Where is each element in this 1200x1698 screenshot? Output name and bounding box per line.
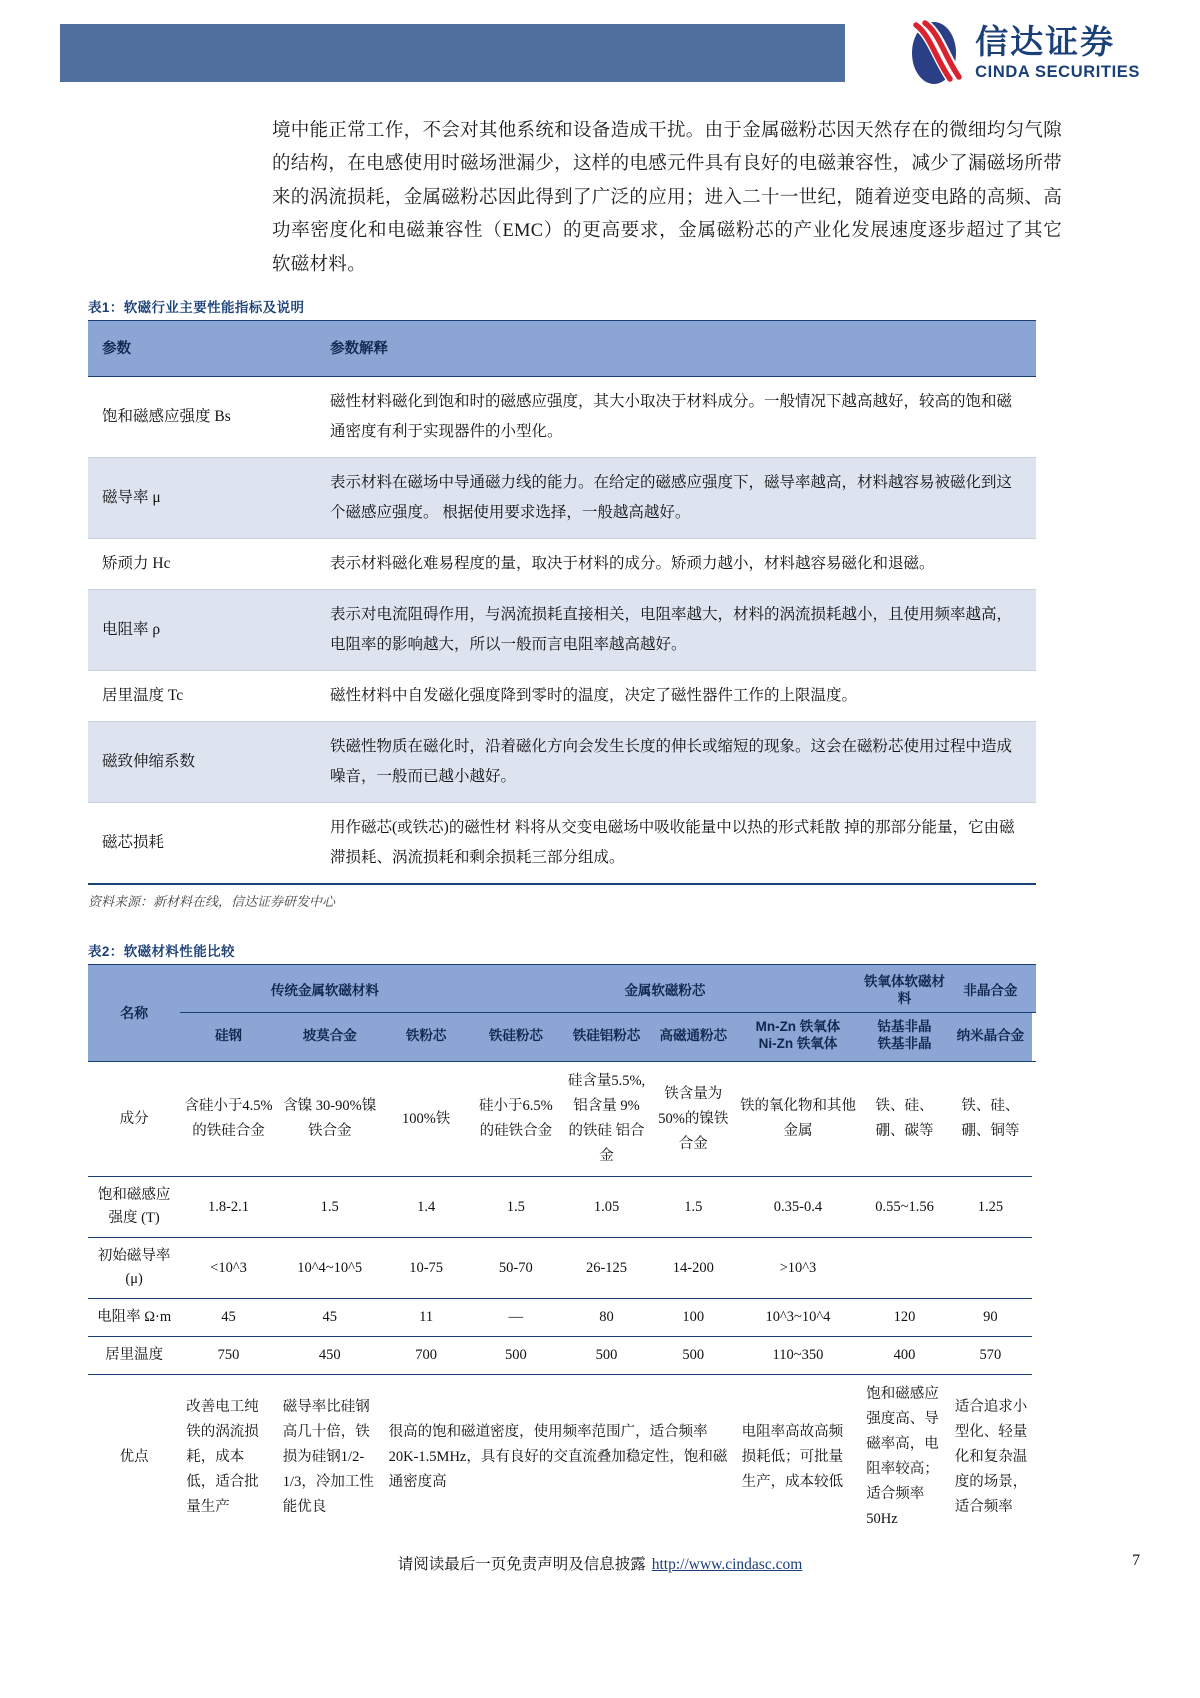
table-row: [88, 1238, 1036, 1299]
table-cell: 0.55~1.56: [860, 1177, 949, 1238]
table-2-row-label: 初始磁导率(μ): [88, 1238, 180, 1299]
table-row: [88, 671, 1036, 722]
parameter-name: 矫顽力 Hc: [88, 539, 316, 590]
table-cell: 500: [562, 1337, 651, 1375]
table-row: [88, 1337, 1036, 1375]
table-cell: 硅小于6.5% 的硅铁合金: [470, 1062, 562, 1177]
table-cell: 磁导率比硅钢高几十倍，铁损为硅钢1/2-1/3，冷加工性能优良: [282, 1398, 374, 1515]
table-cell: 120: [860, 1299, 949, 1337]
table-1: [88, 320, 1036, 884]
brand-name-cn: 信达证券: [975, 23, 1116, 61]
table-cell: 1.5: [470, 1177, 562, 1238]
table-cell: 14-200: [651, 1238, 736, 1299]
table-cell: 26-125: [562, 1238, 651, 1299]
cinda-logo-icon: [903, 20, 965, 86]
table-cell: 45: [277, 1299, 383, 1337]
table-2-sub-header: 钴基非晶 铁基非晶: [860, 1013, 949, 1062]
table-row: [88, 1299, 1036, 1337]
brand-logo: [903, 20, 1140, 86]
parameter-name: 磁芯损耗: [102, 834, 165, 851]
table-2-row-label: 饱和磁感应强度 (T): [88, 1177, 180, 1238]
table-cell: 含镍 30-90%镍铁合金: [277, 1062, 383, 1177]
table-2-group-header: [1032, 965, 1036, 1013]
parameter-name: 饱和磁感应强度 Bs: [88, 377, 316, 458]
table-cell: 1.05: [562, 1177, 651, 1238]
cinda-logo-svg: [903, 20, 965, 86]
table-row: [88, 1177, 1036, 1238]
table-2-row-label: 居里温度: [88, 1337, 180, 1375]
table-cell: 50-70: [470, 1238, 562, 1299]
table-2-sub-header: 纳米晶合金: [949, 1013, 1032, 1062]
table-2: [88, 964, 1036, 1539]
brand-text: [975, 25, 1140, 81]
parameter-name: 磁导率 μ: [88, 458, 316, 539]
table-cell: 含硅小于4.5%的铁硅合金: [180, 1062, 277, 1177]
parameter-description: 表示材料磁化难易程度的量，取决于材料的成分。矫顽力越小，材料越容易磁化和退磁。: [316, 539, 1036, 590]
parameter-name: 电阻率 ρ: [88, 590, 316, 671]
table-2-body: [88, 1062, 1036, 1540]
table-cell: 1.5: [651, 1177, 736, 1238]
page-number: 7: [1132, 1552, 1140, 1569]
table-cell: 400: [860, 1337, 949, 1375]
table-cell: 1.8-2.1: [180, 1177, 277, 1238]
table-cell: 450: [277, 1337, 383, 1375]
table-row: [88, 722, 1036, 803]
table-2-group-header: 金属软磁粉芯: [470, 965, 861, 1013]
table-cell: [949, 1238, 1032, 1299]
table-row: [88, 539, 1036, 590]
page-footer: [0, 1552, 1200, 1574]
table-2-subheader-row: [88, 1013, 1036, 1062]
table-cell: 10^4~10^5: [277, 1238, 383, 1299]
table-cell: [860, 1238, 949, 1299]
table-cell: 700: [383, 1337, 470, 1375]
table-2-group-row: [88, 965, 1036, 1013]
table-cell: 铁含量为 50%的镍铁合金: [651, 1062, 736, 1177]
table-cell: 750: [180, 1337, 277, 1375]
footer-url-link[interactable]: http://www.cindasc.com: [651, 1556, 803, 1573]
table-cell: 90: [949, 1299, 1032, 1337]
table-cell: 45: [180, 1299, 277, 1337]
table-2-group-header: 传统金属软磁材料: [180, 965, 469, 1013]
parameter-description: 铁磁性物质在磁化时，沿着磁化方向会发生长度的伸长或缩短的现象。这会在磁粉芯使用过程中造成噪音，一般而已越小越好。: [316, 722, 1036, 803]
header-blue-bar: [60, 24, 845, 82]
parameter-description: 表示对电流阻碍作用，与涡流损耗直接相关，电阻率越大，材料的涡流损耗越小，且使用频率越高，电阻率的影响越大，所以一般而言电阻率越高越好。: [316, 590, 1036, 671]
table-cell: <10^3: [180, 1238, 277, 1299]
table-1-header-row: [88, 321, 1036, 377]
parameter-description: 用作磁芯(或铁芯)的磁性材 料将从交变电磁场中吸收能量中以热的形式耗散 掉的那部分能量，它由磁滞损耗、涡流损耗和剩余损耗三部分组成。: [330, 819, 1015, 866]
table-cell: 10^3~10^4: [736, 1299, 861, 1337]
table-2-sub-header: 高磁通粉芯: [651, 1013, 736, 1062]
table-cell: 100%铁: [383, 1062, 470, 1177]
table-cell: 1.4: [383, 1177, 470, 1238]
table-cell: 110~350: [736, 1337, 861, 1375]
table-cell: 改善电工纯铁的涡流损耗，成本低，适合批量生产: [186, 1398, 259, 1515]
table-1-col-param: 参数: [88, 321, 316, 377]
table-cell: 铁、硅、硼、碳等: [860, 1062, 949, 1177]
table-cell: 500: [651, 1337, 736, 1375]
table-cell: 80: [562, 1299, 651, 1337]
table-1-head: [88, 321, 1036, 377]
table-row: [88, 377, 1036, 458]
table-2-row-label: 优点: [119, 1448, 149, 1465]
table-cell: 11: [383, 1299, 470, 1337]
parameter-description: 磁性材料磁化到饱和时的磁感应强度，其大小取决于材料成分。一般情况下越高越好，较高的饱和磁通密度有利于实现器件的小型化。: [316, 377, 1036, 458]
table-2-head: [88, 965, 1036, 1062]
table-1-title: 表1：软磁行业主要性能指标及说明: [88, 300, 305, 315]
parameter-name: 磁致伸缩系数: [88, 722, 316, 803]
table-cell: 100: [651, 1299, 736, 1337]
table-2-row-label: 电阻率 Ω·m: [88, 1299, 180, 1337]
table-cell: 500: [470, 1337, 562, 1375]
table-2-col-name: 名称: [88, 965, 180, 1062]
table-row: [88, 590, 1036, 671]
table-2-group-header: 非晶合金: [949, 965, 1032, 1013]
table-1-block: [88, 296, 1036, 910]
table-cell-merged: 很高的饱和磁道密度，使用频率范围广，适合频率 20K-1.5MHz，具有良好的交直流叠加稳定性，饱和磁通密度高: [388, 1423, 728, 1490]
brand-name-en: CINDA SECURITIES: [975, 63, 1140, 82]
table-cell: 电阻率高故高频损耗低；可批量生产，成本较低: [741, 1423, 844, 1490]
table-2-sub-header: 铁硅粉芯: [470, 1013, 562, 1062]
table-cell: 10-75: [383, 1238, 470, 1299]
table-2-sub-header: 硅钢: [180, 1013, 277, 1062]
footer-disclaimer: 请阅读最后一页免责声明及信息披露: [397, 1556, 646, 1573]
parameter-description: 磁性材料中自发磁化强度降到零时的温度，决定了磁性器件工作的上限温度。: [316, 671, 1036, 722]
table-cell: 饱和磁感应强度高、导磁率高，电阻率较高；适合频率 50Hz: [866, 1386, 939, 1527]
intro-paragraph: 境中能正常工作，不会对其他系统和设备造成干扰。由于金属磁粉芯因天然存在的微细均匀气隙的结构，在电感使用时磁场泄漏少，这样的电感元件具有良好的电磁兼容性，减少了漏磁场所带来的涡流损耗，金属磁粉芯因此得到了广泛的应用；进入二十一世纪，随着逆变电路的高频、高功率密度化和电磁兼容性（EMC）的更高要求，金属磁粉芯的产业化发展速度逐步超过了其它软磁材料。: [272, 120, 1062, 275]
table-cell: 铁的氧化物和其他金属: [736, 1062, 861, 1177]
table-1-source: 资料来源：新材料在线，信达证券研发中心: [88, 884, 1036, 910]
table-2-group-header: 铁氧体软磁材料: [860, 965, 949, 1013]
table-cell: >10^3: [736, 1238, 861, 1299]
table-row: [88, 1375, 1036, 1540]
parameter-name: 居里温度 Tc: [88, 671, 316, 722]
table-cell: 570: [949, 1337, 1032, 1375]
table-cell: 1.5: [277, 1177, 383, 1238]
table-2-sub-header: 铁硅铝粉芯: [562, 1013, 651, 1062]
table-1-body: [88, 377, 1036, 884]
table-cell: 硅含量5.5%,铝含量 9%的铁硅 铝合金: [562, 1062, 651, 1177]
table-cell: 铁、硅、硼、铜等: [949, 1062, 1032, 1177]
parameter-description: 表示材料在磁场中导通磁力线的能力。在给定的磁感应强度下，磁导率越高，材料越容易被磁化到这个磁感应强度。 根据使用要求选择，一般越高越好。: [316, 458, 1036, 539]
table-2-sub-header: 铁粉芯: [383, 1013, 470, 1062]
page-header: [60, 24, 1140, 82]
table-cell: 0.35-0.4: [736, 1177, 861, 1238]
table-cell: 适合追求小型化、轻量化和复杂温度的场景，适合频率: [954, 1398, 1028, 1515]
table-cell: 1.25: [949, 1177, 1032, 1238]
table-row: [88, 458, 1036, 539]
table-2-row-label: 成分: [88, 1062, 180, 1177]
table-2-sub-header: 坡莫合金: [277, 1013, 383, 1062]
table-2-sub-header: Mn-Zn 铁氧体 Ni-Zn 铁氧体: [736, 1013, 861, 1062]
table-row: [88, 803, 1036, 884]
table-2-block: [88, 940, 1036, 1539]
table-1-col-desc: 参数解释: [316, 321, 1036, 377]
table-cell: —: [470, 1299, 562, 1337]
table-2-title: 表2：软磁材料性能比较: [88, 944, 235, 959]
table-row: [88, 1062, 1036, 1177]
